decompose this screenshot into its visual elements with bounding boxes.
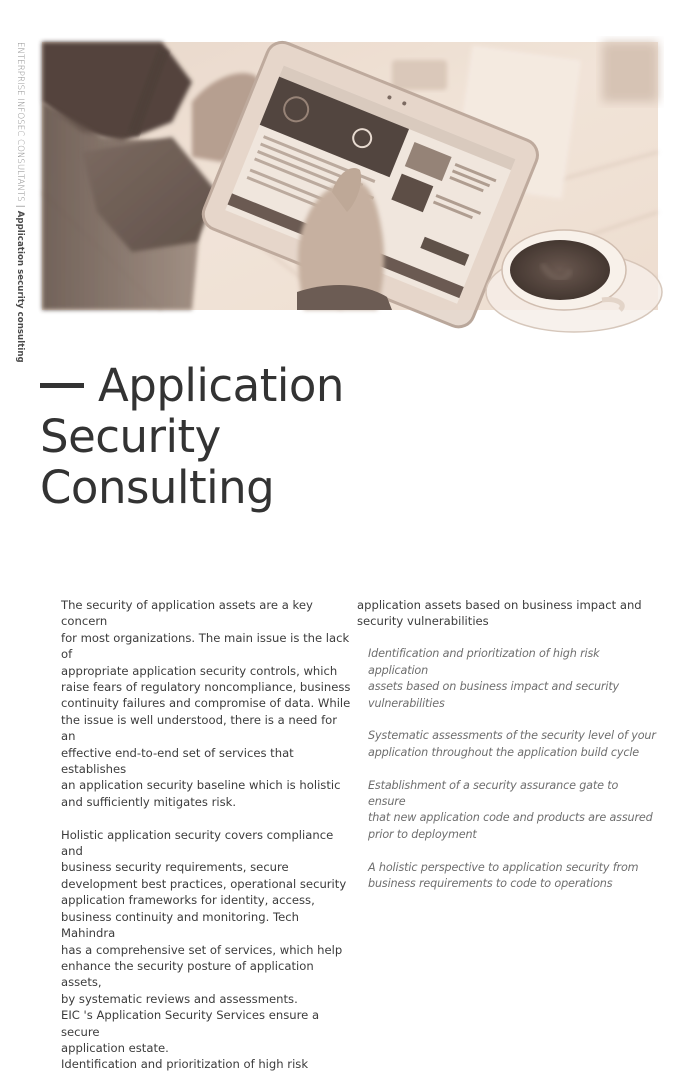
text-line: continuity failures and compromise of data. While [61, 696, 351, 711]
tablet-coffee-photo-illustration [42, 42, 658, 310]
title-line-3: Consulting [40, 461, 275, 514]
paragraph-spacer [61, 810, 353, 826]
holistic-security-paragraph [61, 827, 353, 1073]
side-running-header [14, 42, 26, 363]
page-title [40, 360, 344, 513]
text-line: effective end-to-end set of services that establishes [61, 745, 294, 777]
header-separator: | [15, 204, 25, 208]
title-line-1: Application [98, 359, 344, 412]
body-left-column [61, 597, 353, 1073]
text-line: business continuity and monitoring. Tech Mahindra [61, 909, 299, 941]
text-line: development best practices, operational security [61, 876, 347, 891]
text-line: an application security baseline which is holistic [61, 778, 341, 793]
intro-paragraph [61, 597, 353, 810]
title-dash-accent [40, 383, 84, 388]
text-line: for most organizations. The main issue is the lack of [61, 630, 350, 662]
title-line-2: Security [40, 410, 221, 463]
company-name: ENTERPRISE INFOSEC CONSULTANTS [15, 42, 25, 202]
highlight-item-systematic-assessments: Systematic assessments of the security level of your application throughout the application build cycle [368, 729, 656, 759]
continued-paragraph [357, 597, 657, 630]
text-line: business security requirements, secure [61, 860, 289, 875]
text-line: application frameworks for identity, access, [61, 893, 315, 908]
text-line: enhance the security posture of application assets, [61, 958, 314, 990]
highlight-item-assurance-gate: Establishment of a security assurance gate to ensure that new application code and products are assured prior to deployment [368, 778, 653, 841]
text-line: and sufficiently mitigates risk. [61, 794, 237, 809]
text-line: the issue is well understood, there is a need for an [61, 712, 338, 744]
highlight-item-holistic-perspective: A holistic perspective to application security from business requirements to code to operations [368, 860, 639, 890]
text-line: has a comprehensive set of services, which help [61, 942, 343, 957]
text-line: appropriate application security controls, which [61, 663, 338, 678]
text-line: application estate. [61, 1040, 169, 1055]
text-line: security vulnerabilities [357, 614, 489, 629]
text-line: Holistic application security covers compliance and [61, 827, 334, 859]
body-right-column [357, 597, 657, 909]
text-line: The security of application assets are a key concern [61, 598, 313, 629]
text-line: raise fears of regulatory noncompliance, business [61, 680, 351, 695]
service-highlights-list [357, 646, 657, 892]
text-line: application assets based on business impact and [357, 598, 642, 612]
text-line: by systematic reviews and assessments. [61, 991, 298, 1006]
section-topic: Application security consulting [15, 210, 25, 363]
text-line: Identification and prioritization of high risk [61, 1057, 309, 1072]
text-line: EIC 's Application Security Services ensure a secure [61, 1008, 320, 1039]
hero-photo [42, 42, 658, 310]
highlight-item-risk-prioritization: Identification and prioritization of high risk application assets based on business impact and security vulnerabilities [368, 647, 620, 710]
